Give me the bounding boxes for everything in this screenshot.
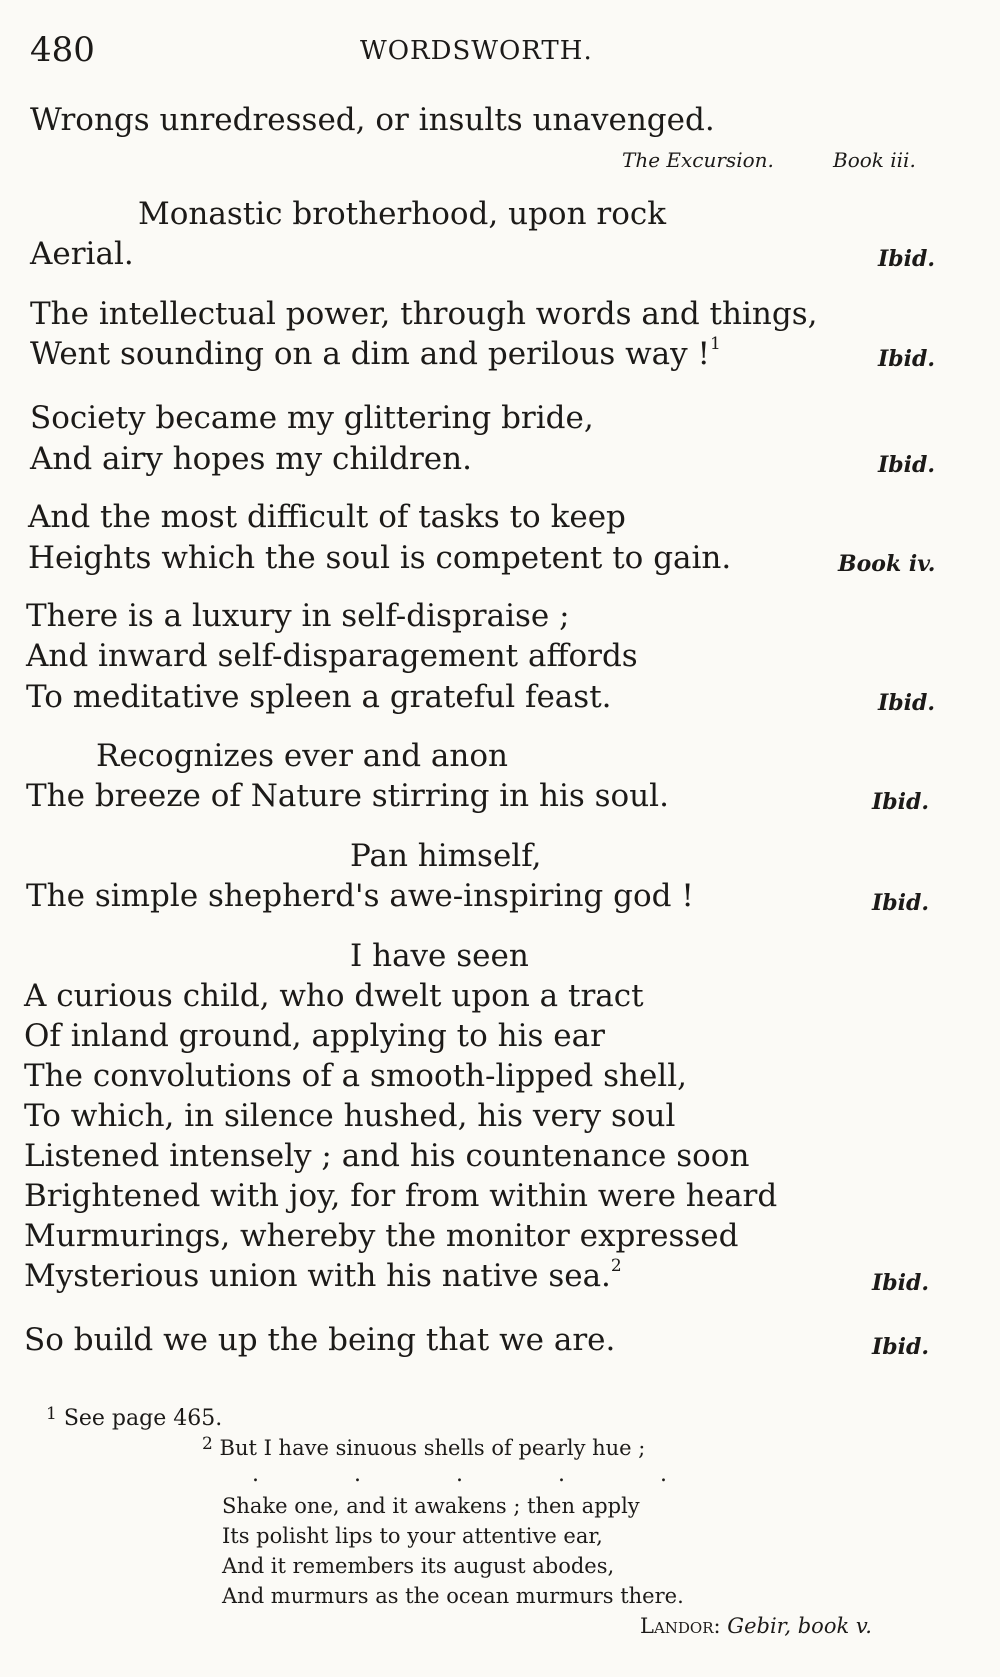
quote-line: So build we up the being that we are.	[24, 1322, 616, 1358]
quote-line-text: Mysterious union with his native sea.	[24, 1258, 611, 1294]
source-citation: Book iv.	[838, 551, 936, 577]
quote-line: And airy hopes my children.	[30, 441, 472, 477]
quote-line: Brightened with joy, for from within were heard	[24, 1178, 778, 1214]
quote-line: The convolutions of a smooth-lipped shell,	[24, 1058, 687, 1094]
quote-line	[24, 1258, 622, 1294]
footnote-text: But I have sinuous shells of pearly hue ;	[219, 1436, 646, 1460]
quote-line: Listened intensely ; and his countenance soon	[24, 1138, 750, 1174]
footnote-verse-line: Its polisht lips to your attentive ear,	[222, 1524, 603, 1548]
quote-line: Aerial.	[30, 236, 134, 272]
source-citation: Ibid.	[872, 1270, 930, 1296]
quote-line: Wrongs unredressed, or insults unavenged.	[30, 102, 715, 138]
source-book: Book iii.	[833, 148, 916, 172]
quote-line: There is a luxury in self-dispraise ;	[26, 598, 570, 634]
quote-line: A curious child, who dwelt upon a tract	[24, 978, 644, 1014]
footnote-verse-line: And it remembers its august abodes,	[222, 1554, 615, 1578]
footnote-verse-line: And murmurs as the ocean murmurs there.	[222, 1584, 684, 1608]
source-citation: Ibid.	[878, 346, 936, 372]
source-work: The Excursion.	[622, 148, 774, 172]
quote-line: Murmurings, whereby the monitor expressed	[24, 1218, 739, 1254]
footnote-1	[46, 1406, 222, 1431]
quote-line	[30, 336, 721, 372]
footnote-verse-line: Shake one, and it awakens ; then apply	[222, 1494, 640, 1518]
quote-line: I have seen	[350, 938, 529, 974]
quote-line: The breeze of Nature stirring in his soul.	[26, 778, 669, 814]
quote-line: Of inland ground, applying to his ear	[24, 1018, 605, 1054]
quote-line: Heights which the soul is competent to gain.	[28, 540, 732, 576]
note-ref-marker: 1	[709, 334, 721, 354]
quote-line: To which, in silence hushed, his very soul	[24, 1098, 676, 1134]
source-citation: Ibid.	[872, 1334, 930, 1360]
quote-line: Pan himself,	[350, 838, 542, 874]
footnote-work: Gebir, book v.	[727, 1614, 872, 1638]
footnote-author: Landor	[640, 1614, 714, 1638]
quote-line: Society became my glittering bride,	[30, 400, 594, 436]
source-citation: Ibid.	[878, 690, 936, 716]
footnote-text: See page 465.	[63, 1406, 223, 1431]
quote-line: The simple shepherd's awe-inspiring god !	[26, 878, 694, 914]
quote-line-text: Went sounding on a dim and perilous way !	[30, 336, 710, 372]
note-ref-marker: 2	[610, 1256, 622, 1276]
footnote-2	[202, 1436, 645, 1460]
quote-line: And the most difficult of tasks to keep	[28, 499, 626, 535]
quote-line: The intellectual power, through words and things,	[30, 296, 818, 332]
quote-line: Monastic brotherhood, upon rock	[138, 196, 667, 232]
source-citation: Ibid.	[878, 246, 936, 272]
quote-line: Recognizes ever and anon	[96, 738, 508, 774]
footnote-ellipsis: . . . . .	[252, 1462, 711, 1487]
quote-line: And inward self-disparagement affords	[26, 638, 638, 674]
running-title: WORDSWORTH.	[360, 36, 593, 66]
page-number: 480	[30, 30, 95, 70]
footnote-marker: 2	[202, 1434, 213, 1454]
quote-line: To meditative spleen a grateful feast.	[26, 679, 612, 715]
attribution-separator: :	[713, 1614, 728, 1638]
source-citation: Ibid.	[872, 890, 930, 916]
source-citation: Ibid.	[878, 452, 936, 478]
footnote-attribution	[640, 1614, 872, 1638]
footnote-marker: 1	[46, 1404, 57, 1424]
source-citation: Ibid.	[872, 789, 930, 815]
